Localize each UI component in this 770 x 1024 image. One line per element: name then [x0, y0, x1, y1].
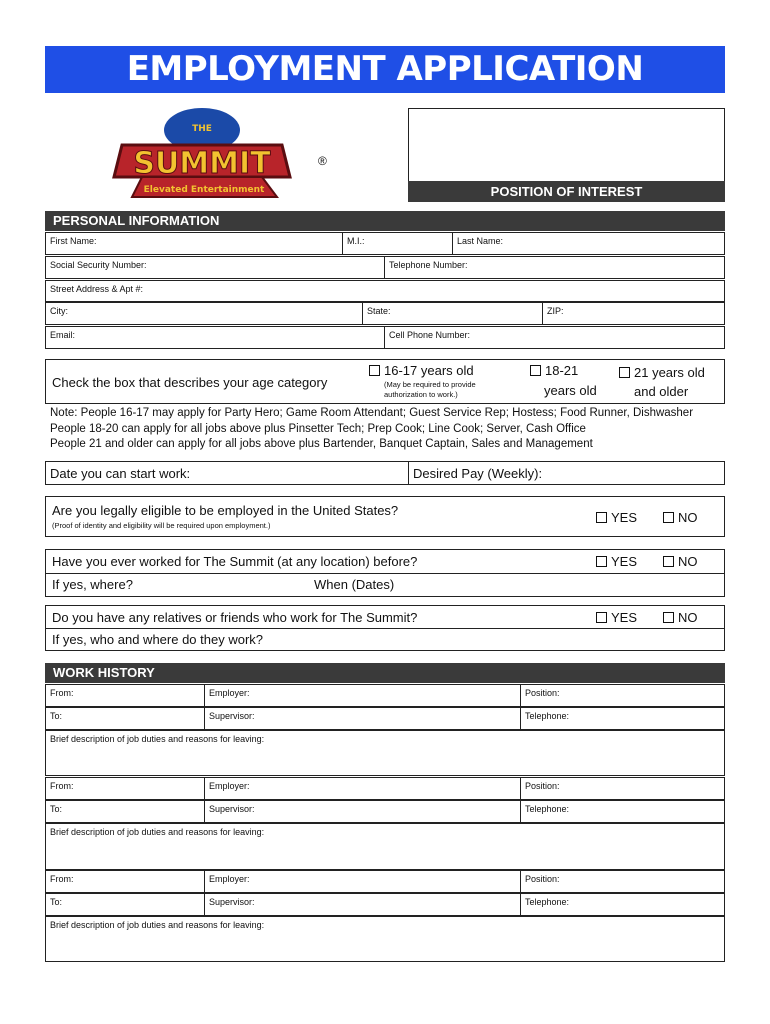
employer-2-description[interactable]	[45, 823, 725, 870]
employer-label: Employer:	[209, 688, 250, 698]
age-option-21-plus[interactable]	[619, 365, 705, 380]
age-18-21-label-2: years old	[544, 383, 597, 398]
ssn-row	[45, 256, 725, 279]
employer-field[interactable]	[204, 685, 520, 706]
checkbox-icon[interactable]	[530, 365, 541, 376]
age-16-17-note-1: (May be required to provide	[384, 380, 476, 389]
supervisor-field[interactable]	[204, 708, 520, 729]
start-date-label: Date you can start work:	[50, 466, 191, 481]
supervisor-label: Supervisor:	[209, 804, 255, 814]
description-label: Brief description of job duties and reasons for leaving:	[50, 827, 265, 837]
name-row	[45, 232, 725, 255]
mi-label: M.I.:	[347, 236, 365, 246]
state-label: State:	[367, 306, 391, 316]
age-18-21-label: 18-21	[545, 363, 579, 378]
checkbox-icon[interactable]	[663, 612, 674, 623]
employer-label: Employer:	[209, 874, 250, 884]
relatives-box	[45, 605, 725, 651]
zip-label: ZIP:	[547, 306, 564, 316]
employer-3-row-1	[45, 870, 725, 893]
no-label: NO	[678, 510, 698, 525]
logo-name: SUMMIT	[133, 146, 271, 181]
supervisor-label: Supervisor:	[209, 711, 255, 721]
position-of-interest-label: POSITION OF INTEREST	[408, 181, 725, 202]
checkbox-icon[interactable]	[619, 367, 630, 378]
employer-3-description[interactable]	[45, 916, 725, 962]
checkbox-icon[interactable]	[369, 365, 380, 376]
last-name-field[interactable]	[452, 233, 724, 254]
first-name-label: First Name:	[50, 236, 97, 246]
eligibility-no[interactable]	[663, 510, 698, 525]
mi-field[interactable]	[342, 233, 452, 254]
telephone-label: Telephone:	[525, 804, 570, 814]
logo-tagline: Elevated Entertainment	[143, 185, 265, 195]
description-field[interactable]	[46, 824, 724, 869]
employer-1-description[interactable]	[45, 730, 725, 776]
yes-label: YES	[611, 610, 638, 625]
age-16-17-label: 16-17 years old	[384, 363, 474, 378]
supervisor-field[interactable]	[204, 801, 520, 822]
position-field[interactable]	[520, 778, 724, 799]
from-field[interactable]	[46, 685, 204, 706]
eligibility-yes[interactable]	[596, 510, 637, 525]
to-label: To:	[50, 711, 63, 721]
checkbox-icon[interactable]	[663, 556, 674, 567]
state-field[interactable]	[362, 303, 542, 324]
employer-label: Employer:	[209, 781, 250, 791]
note-line-3: People 21 and older can apply for all jobs above plus Bartender, Banquet Captain, Sales and Management	[50, 438, 593, 450]
form-title: EMPLOYMENT APPLICATION	[45, 46, 725, 93]
yes-label: YES	[611, 554, 638, 569]
eligibility-question: Are you legally eligible to be employed in the United States?	[52, 503, 399, 518]
worked-before-box	[45, 549, 725, 597]
telephone-field[interactable]	[520, 708, 724, 729]
age-notes	[50, 406, 730, 453]
email-label: Email:	[50, 330, 76, 340]
telephone-field[interactable]	[520, 801, 724, 822]
position-label: Position:	[525, 781, 560, 791]
worked-where-field[interactable]: If yes, where?	[52, 577, 133, 592]
employer-1-row-1	[45, 684, 725, 707]
worked-no[interactable]	[663, 554, 698, 569]
checkbox-icon[interactable]	[663, 512, 674, 523]
city-label: City:	[50, 306, 68, 316]
yes-label: YES	[611, 510, 638, 525]
relatives-who-field[interactable]: If yes, who and where do they work?	[52, 632, 264, 647]
cell-phone-field[interactable]	[384, 327, 724, 348]
employer-2-row-1	[45, 777, 725, 800]
position-label: Position:	[525, 688, 560, 698]
employer-field[interactable]	[204, 778, 520, 799]
supervisor-field[interactable]	[204, 894, 520, 915]
logo-registered: ®	[318, 154, 327, 168]
street-row	[45, 280, 725, 302]
note-line-1: Note: People 16-17 may apply for Party Hero; Game Room Attendant; Guest Service Rep; Hostess; Food Runner, Dishwasher	[50, 407, 694, 419]
from-label: From:	[50, 781, 74, 791]
checkbox-icon[interactable]	[596, 512, 607, 523]
worked-when-field[interactable]: When (Dates)	[314, 577, 395, 592]
email-field[interactable]	[46, 327, 384, 348]
note-line-2: People 18-20 can apply for all jobs above plus Pinsetter Tech; Prep Cook; Line Cook; Server, Cash Office	[50, 422, 586, 435]
worked-before-question: Have you ever worked for The Summit (at any location) before?	[52, 554, 418, 569]
eligibility-box	[45, 496, 725, 537]
ssn-label: Social Security Number:	[50, 260, 147, 270]
telephone-label: Telephone Number:	[389, 260, 468, 270]
desired-pay-field[interactable]	[408, 462, 724, 484]
checkbox-icon[interactable]	[596, 612, 607, 623]
from-field[interactable]	[46, 778, 204, 799]
telephone-field[interactable]	[384, 257, 724, 278]
street-label: Street Address & Apt #:	[50, 284, 144, 294]
from-field[interactable]	[46, 871, 204, 892]
city-field[interactable]	[46, 303, 362, 324]
summit-logo	[112, 105, 342, 205]
cell-phone-label: Cell Phone Number:	[389, 330, 471, 340]
from-label: From:	[50, 688, 74, 698]
to-field[interactable]	[46, 708, 204, 729]
description-field[interactable]	[46, 731, 724, 775]
to-field[interactable]	[46, 801, 204, 822]
age-category-box	[45, 359, 725, 404]
employer-field[interactable]	[204, 871, 520, 892]
employer-2-row-2	[45, 800, 725, 823]
employer-1-row-2	[45, 707, 725, 730]
zip-field[interactable]	[542, 303, 724, 324]
checkbox-icon[interactable]	[596, 556, 607, 567]
personal-info-header: PERSONAL INFORMATION	[45, 211, 725, 231]
position-label: Position:	[525, 874, 560, 884]
telephone-label: Telephone:	[525, 897, 570, 907]
age-option-16-17[interactable]	[369, 363, 474, 378]
relatives-yes[interactable]	[596, 610, 637, 625]
employer-3-row-2	[45, 893, 725, 916]
age-16-17-note-2: authorization to work.)	[384, 390, 458, 399]
to-label: To:	[50, 804, 63, 814]
age-21-plus-label-2: and older	[634, 384, 689, 399]
to-field[interactable]	[46, 894, 204, 915]
position-field[interactable]	[520, 871, 724, 892]
ssn-field[interactable]	[46, 257, 384, 278]
description-label: Brief description of job duties and reasons for leaving:	[50, 734, 265, 744]
desired-pay-label: Desired Pay (Weekly):	[413, 466, 543, 481]
age-prompt: Check the box that describes your age category	[52, 375, 328, 390]
relatives-no[interactable]	[663, 610, 698, 625]
start-date-field[interactable]	[46, 462, 408, 484]
city-row	[45, 302, 725, 325]
last-name-label: Last Name:	[457, 236, 504, 246]
description-field[interactable]	[46, 917, 724, 961]
street-field[interactable]	[46, 281, 724, 301]
to-label: To:	[50, 897, 63, 907]
logo-the: THE	[192, 124, 212, 134]
start-row	[45, 461, 725, 485]
telephone-label: Telephone:	[525, 711, 570, 721]
age-21-plus-label: 21 years old	[634, 365, 705, 380]
from-label: From:	[50, 874, 74, 884]
first-name-field[interactable]	[46, 233, 342, 254]
supervisor-label: Supervisor:	[209, 897, 255, 907]
no-label: NO	[678, 610, 698, 625]
email-row	[45, 326, 725, 349]
telephone-field[interactable]	[520, 894, 724, 915]
eligibility-note: (Proof of identity and eligibility will be required upon employment.)	[52, 521, 271, 530]
worked-yes[interactable]	[596, 554, 637, 569]
summit-logo-graphic	[112, 105, 342, 205]
relatives-question: Do you have any relatives or friends who work for The Summit?	[52, 610, 418, 625]
work-history-header: WORK HISTORY	[45, 663, 725, 683]
description-label: Brief description of job duties and reasons for leaving:	[50, 920, 265, 930]
age-option-18-21[interactable]	[530, 363, 578, 378]
no-label: NO	[678, 554, 698, 569]
position-field[interactable]	[520, 685, 724, 706]
